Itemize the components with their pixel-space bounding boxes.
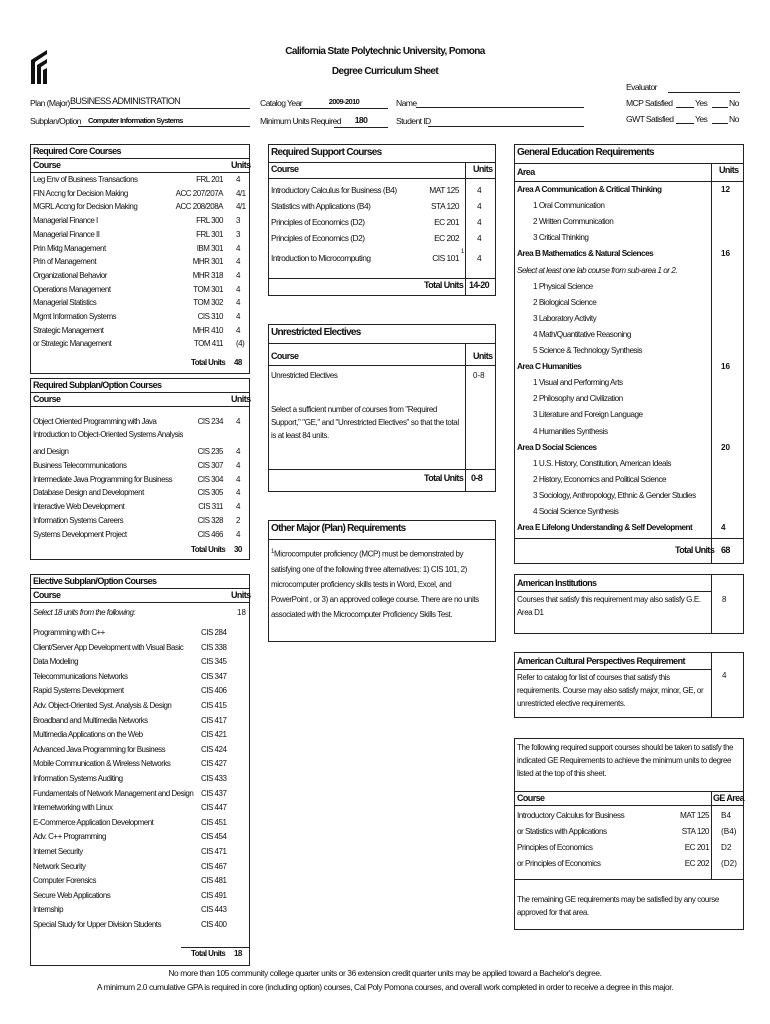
elective-course-code: CIS 415 <box>201 701 227 710</box>
support-ge-course-name: Introductory Calculus for Business <box>517 811 625 820</box>
core-course-code: TOM 302 <box>193 298 223 308</box>
support-ge-course-name: Principles of Economics <box>517 843 593 852</box>
american-cult-text: Refer to catalog for list of courses that satisfy this requirements. Course may also satisfy major, minor, GE, or unrestricted elective requirements. <box>517 673 704 708</box>
unrestricted-row-label: Unrestricted Electives <box>271 371 338 380</box>
mcp-label: MCP Satisfied <box>626 98 673 108</box>
core-course-code: ACC 208/208A <box>175 202 223 212</box>
american-cultural-box <box>514 652 744 718</box>
mcp-no: No <box>729 98 739 108</box>
core-course-code: FRL 201 <box>196 175 223 184</box>
elective-course-name: Client/Server App Development with Visual Basic <box>33 642 184 652</box>
core-total-value: 48 <box>234 358 242 367</box>
student-id-label: Student ID <box>396 116 431 126</box>
subplan-course-name: Object Oriented Programming with Java <box>33 417 157 426</box>
subplan-field[interactable] <box>78 115 250 127</box>
unrestricted-total-label: Total Units <box>424 473 464 483</box>
subplan-course-name: Business Telecommunications <box>33 461 127 470</box>
subplan-course-name: Database Design and Development <box>33 488 144 497</box>
elective-select-note: Select 18 units from the following: <box>33 608 136 617</box>
ge-row-item: 1 Visual and Performing Arts <box>533 378 623 388</box>
subplan-course-name: Intermediate Java Programming for Business <box>33 475 173 484</box>
core-col-course: Course <box>33 160 61 170</box>
american-institutions-box <box>514 574 744 634</box>
subplan-course-units: 2 <box>236 516 240 525</box>
other-requirements-box <box>268 520 496 642</box>
core-course-units: (4) <box>236 339 245 349</box>
subplan-label: Subplan/Option <box>30 116 81 126</box>
support-ge-course-code: EC 202 <box>684 859 709 868</box>
core-course-units: 4 <box>236 243 240 253</box>
core-col-units: Units <box>231 160 251 170</box>
ge-row-area: Area E Lifelong Understanding & Self Development <box>517 523 693 533</box>
core-course-units: 4 <box>236 175 240 184</box>
support-course-code: STA 120 <box>430 201 459 211</box>
footer-line-2: A minimum 2.0 cumulative GPA is required in core (including option) courses, Cal Poly Pomona courses, and overall work completed in order to receive a degree in this major. <box>96 982 674 992</box>
subplan-value: Computer Information Systems <box>88 116 183 125</box>
support-course-name: Principles of Economics (D2) <box>271 217 365 227</box>
gwt-yes-blank[interactable] <box>676 123 694 124</box>
ge-row-item: 1 Oral Communication <box>533 201 605 211</box>
core-course-code: MHR 318 <box>192 270 223 280</box>
gwt-label: GWT Satisfied <box>626 114 674 124</box>
support-ge-course-code: STA 120 <box>681 827 709 836</box>
american-inst-title: American Institutions <box>517 578 597 588</box>
subplan-course-units: 4 <box>236 417 240 426</box>
american-inst-text: Courses that satisfy this requirement may also satisfy G.E. Area D1 <box>517 595 701 617</box>
core-course-units: 3 <box>236 229 240 239</box>
ge-row-item: 4 Humanities Synthesis <box>533 426 608 436</box>
core-course-units: 4 <box>236 298 240 308</box>
core-course-code: IBM 301 <box>196 243 223 253</box>
elective-total-label: Total Units <box>191 949 226 958</box>
subplan-course-name: and Design <box>33 447 69 456</box>
elective-course-name: Programming with C++ <box>33 628 105 637</box>
elective-course-name: Fundamentals of Network Management and Design <box>33 788 194 798</box>
core-courses-box <box>30 144 250 374</box>
core-course-name: MGRL Accng for Decision Making <box>33 202 138 212</box>
subplan-total-value: 30 <box>234 545 242 554</box>
support-ge-col-course: Course <box>517 793 545 803</box>
elective-course-code: CIS 421 <box>201 730 227 740</box>
elective-course-name: Advanced Java Programming for Business <box>33 744 166 754</box>
core-course-name: Operations Management <box>33 284 111 294</box>
sheet-title: Degree Curriculum Sheet <box>331 66 439 77</box>
subplan-course-code: CIS 304 <box>197 475 223 484</box>
support-courses-box <box>268 144 496 296</box>
core-course-name: Organizational Behavior <box>33 270 107 280</box>
ge-box <box>514 144 744 564</box>
ge-row-units: 16 <box>721 362 731 372</box>
elective-select-units: 18 <box>237 608 246 617</box>
elective-course-code: CIS 433 <box>201 774 227 783</box>
footer-line-1: No more than 105 community college quarter units or 36 extension credit quarter units may be applied toward a Bachelor's degree. <box>168 968 602 978</box>
subplan-course-name: Introduction to Object-Oriented Systems Analysis <box>33 430 183 439</box>
elective-course-name: Adv. Object-Oriented Syst. Analysis & Design <box>33 701 172 710</box>
core-course-name: Managerial Statistics <box>33 298 97 308</box>
ge-row-area: Area A Communication & Critical Thinking <box>517 185 662 194</box>
ge-row-item: 1 U.S. History, Constitution, American Ideals <box>533 458 671 468</box>
elective-course-code: CIS 338 <box>201 642 227 652</box>
ge-row-item: 2 Written Communication <box>533 217 614 227</box>
subplan-col-course: Course <box>33 394 61 404</box>
ge-row-item: 3 Sociology, Anthropology, Ethnic & Gender Studies <box>533 490 696 500</box>
support-course-units: 4 <box>477 201 482 211</box>
gwt-no-blank[interactable] <box>712 123 728 124</box>
ge-row-item: 2 Biological Science <box>533 297 597 307</box>
ge-col-units: Units <box>719 165 739 175</box>
subplan-course-units: 4 <box>236 488 240 497</box>
core-course-units: 4 <box>236 284 240 294</box>
support-course-name: Principles of Economics (D2) <box>271 233 365 243</box>
subplan-col-units: Units <box>231 394 251 404</box>
support-ge-area: B4 <box>721 811 732 820</box>
core-course-units: 4 <box>236 257 240 267</box>
support-ge-area: D2 <box>721 843 732 852</box>
elective-course-name: Special Study for Upper Division Students <box>33 920 162 929</box>
catalog-value: 2009-2010 <box>328 97 360 106</box>
ge-row-area: Area C Humanities <box>517 362 582 372</box>
support-col-course: Course <box>271 164 299 174</box>
support-course-units: 4 <box>477 253 482 263</box>
support-col-units: Units <box>473 164 493 174</box>
elective-total-value: 18 <box>234 949 242 958</box>
elective-courses-box <box>30 574 250 966</box>
core-course-name: Prin of Management <box>33 257 97 267</box>
subplan-course-units: 4 <box>236 475 240 484</box>
evaluator-field[interactable] <box>668 92 740 93</box>
other-text-block <box>271 545 483 622</box>
support-ge-course-code: EC 201 <box>684 843 709 852</box>
elective-course-code: CIS 284 <box>201 628 227 637</box>
elective-course-code: CIS 347 <box>201 671 227 681</box>
elective-course-code: CIS 454 <box>201 832 227 842</box>
support-total-label: Total Units <box>424 280 464 290</box>
support-course-units: 4 <box>477 185 482 195</box>
elective-course-name: E-Commerce Application Development <box>33 817 154 827</box>
core-course-units: 4 <box>236 325 240 335</box>
ge-row-item: 3 Laboratory Activity <box>533 313 597 323</box>
core-course-code: TOM 301 <box>193 284 223 294</box>
core-course-units: 4 <box>236 270 240 280</box>
ge-row-item: 3 Literature and Foreign Language <box>533 410 643 420</box>
elective-course-code: CIS 424 <box>201 744 227 754</box>
core-course-name: Managerial Finance II <box>33 229 100 239</box>
elective-course-name: Rapid Systems Development <box>33 686 124 696</box>
core-course-units: 4/1 <box>236 188 246 198</box>
unrestricted-col-units: Units <box>473 351 493 361</box>
elective-course-name: Internetworking with Linux <box>33 803 113 813</box>
ge-row-item: 2 History, Economics and Political Science <box>533 474 667 484</box>
min-units-label: Minimum Units Required <box>260 116 341 126</box>
university-name: California State Polytechnic University, Pomona <box>285 46 485 57</box>
elective-course-code: CIS 467 <box>201 861 227 871</box>
mcp-yes-blank[interactable] <box>676 107 694 108</box>
american-inst-units: 8 <box>722 595 727 604</box>
ge-row-item: 5 Science & Technology Synthesis <box>533 346 643 355</box>
subplan-course-code: CIS 307 <box>197 461 223 470</box>
ge-total-value: 68 <box>721 545 730 555</box>
support-course-code: EC 202 <box>434 233 459 243</box>
elective-col-units: Units <box>231 590 251 600</box>
support-ge-area: (B4) <box>721 827 737 836</box>
core-course-units: 4/1 <box>236 202 246 212</box>
elective-course-name: Internship <box>33 905 64 915</box>
support-ge-remaining: The remaining GE requirements may be satisfied by any course approved for that area. <box>517 895 719 917</box>
core-course-code: FRL 301 <box>196 229 223 239</box>
core-total-label: Total Units <box>191 358 226 367</box>
unrestricted-title: Unrestricted Electives <box>271 327 361 338</box>
support-course-code: MAT 125 <box>429 185 459 195</box>
support-footnote-mark: 1 <box>461 249 465 255</box>
elective-course-code: CIS 443 <box>201 905 227 915</box>
ge-row-note: Select at least one lab course from sub-area 1 or 2. <box>517 265 678 275</box>
ge-row-item: 1 Physical Science <box>533 281 593 291</box>
elective-course-name: Data Modeling <box>33 657 79 667</box>
subplan-courses-box <box>30 378 250 560</box>
american-cult-title: American Cultural Perspectives Requirement <box>517 656 685 666</box>
subplan-title: Required Subplan/Option Courses <box>33 380 162 390</box>
core-course-code: FRL 300 <box>196 216 223 226</box>
subplan-course-name: Systems Development Project <box>33 530 127 539</box>
catalog-field[interactable] <box>300 96 388 109</box>
support-course-name: Statistics with Applications (B4) <box>271 201 371 211</box>
elective-course-name: Network Security <box>33 861 86 871</box>
ge-row-units: 20 <box>721 442 731 452</box>
unrestricted-total-value: 0-8 <box>471 473 483 483</box>
subplan-course-units: 4 <box>236 461 240 470</box>
subplan-course-code: CIS 235 <box>197 447 223 456</box>
elective-course-code: CIS 447 <box>201 803 227 813</box>
core-course-units: 3 <box>236 216 240 226</box>
ge-row-item: 3 Critical Thinking <box>533 233 589 243</box>
ge-total-label: Total Units <box>675 545 715 555</box>
elective-course-name: Adv. C++ Programming <box>33 832 106 842</box>
subplan-course-code: CIS 234 <box>197 417 223 426</box>
subplan-course-name: Interactive Web Development <box>33 502 125 511</box>
min-units-field[interactable] <box>334 115 388 128</box>
ge-row-item: 4 Math/Quantitative Reasoning <box>533 329 631 339</box>
elective-course-code: CIS 451 <box>201 817 227 827</box>
student-id-field[interactable] <box>428 126 584 127</box>
core-course-name: FIN Accng for Decision Making <box>33 188 128 198</box>
core-title: Required Core Courses <box>33 146 121 156</box>
support-ge-box <box>514 738 744 930</box>
elective-course-code: CIS 481 <box>201 876 227 886</box>
unrestricted-note: Select a sufficient number of courses from "Required Support," "GE," and "Unrestricted Electives" so that the total is at least 84 units. <box>271 405 459 440</box>
american-cult-units: 4 <box>722 671 727 680</box>
subplan-course-units: 4 <box>236 502 240 511</box>
core-course-code: MHR 301 <box>192 257 223 267</box>
ge-row-item: 2 Philosophy and Civilization <box>533 394 623 404</box>
subplan-course-code: CIS 328 <box>197 516 223 525</box>
core-course-name: Leg Env of Business Transactions <box>33 175 138 184</box>
elective-course-code: CIS 471 <box>201 847 227 856</box>
gwt-no: No <box>729 114 739 124</box>
core-course-code: CIS 310 <box>197 312 223 321</box>
support-course-units: 4 <box>477 233 482 243</box>
elective-course-code: CIS 345 <box>201 657 227 667</box>
other-footnote-mark: 1 <box>271 549 274 555</box>
elective-course-name: Computer Forensics <box>33 876 97 886</box>
support-ge-col-ge: GE Area <box>713 793 744 803</box>
subplan-course-units: 4 <box>236 530 240 539</box>
elective-course-name: Information Systems Auditing <box>33 774 123 783</box>
elective-col-course: Course <box>33 590 61 600</box>
elective-title: Elective Subplan/Option Courses <box>33 576 157 586</box>
ge-col-area: Area <box>517 167 535 177</box>
ge-row-area: Area D Social Sciences <box>517 442 597 452</box>
elective-course-code: CIS 437 <box>201 788 227 798</box>
plan-label: Plan (Major) <box>30 98 70 108</box>
support-ge-course-name: or Statistics with Applications <box>517 827 607 836</box>
gwt-yes: Yes <box>695 114 708 124</box>
plan-field[interactable] <box>70 96 250 109</box>
evaluator-label: Evaluator <box>626 82 657 92</box>
subplan-course-code: CIS 305 <box>197 488 223 497</box>
ge-row-units: 4 <box>721 523 726 533</box>
elective-course-name: Multimedia Applications on the Web <box>33 730 143 740</box>
elective-course-code: CIS 406 <box>201 686 227 696</box>
subplan-course-code: CIS 311 <box>198 502 223 511</box>
catalog-label: Catalog Year <box>260 98 303 108</box>
support-title: Required Support Courses <box>271 147 382 158</box>
support-ge-intro: The following required support courses should be taken to satisfy the indicated GE Requirements to achieve the minimum units to degree listed at the top of this sheet. <box>517 743 734 778</box>
support-course-name: Introductory Calculus for Business (B4) <box>271 185 397 195</box>
other-text: Microcomputer proficiency (MCP) must be demonstrated by satisfying one of the following three alternatives: 1) CIS 101, 2) microcomputer proficiency skills tests in Word, Excel, and PowerPoint , or 3) an approved college course. There are no units associated with the Microcomputer Proficiency Skills Test. <box>271 549 479 619</box>
unrestricted-col-course: Course <box>271 351 299 361</box>
core-course-code: TOM 411 <box>193 339 223 349</box>
support-course-code: EC 201 <box>434 217 459 227</box>
elective-course-code: CIS 417 <box>201 715 227 725</box>
core-course-code: ACC 207/207A <box>175 188 223 198</box>
ge-row-item: 4 Social Science Synthesis <box>533 507 619 516</box>
core-course-code: MHR 410 <box>192 325 223 335</box>
support-ge-course-name: or Principles of Economics <box>517 859 601 868</box>
support-course-units: 4 <box>477 217 482 227</box>
support-ge-area: (D2) <box>721 859 737 868</box>
mcp-yes: Yes <box>695 98 708 108</box>
name-field[interactable] <box>416 107 584 108</box>
elective-course-name: Mobile Communication & Wireless Networks <box>33 759 171 769</box>
support-course-code: CIS 101 <box>432 253 459 263</box>
elective-course-code: CIS 427 <box>201 759 227 769</box>
mcp-no-blank[interactable] <box>712 107 728 108</box>
ge-row-units: 16 <box>721 249 731 259</box>
core-course-units: 4 <box>236 312 240 321</box>
support-course-name: Introduction to Microcomputing <box>271 253 371 263</box>
support-ge-course-code: MAT 125 <box>680 811 709 820</box>
core-course-name: Managerial Finance I <box>33 216 98 226</box>
unrestricted-row-units: 0-8 <box>473 371 485 380</box>
subplan-course-code: CIS 466 <box>197 530 223 539</box>
subplan-course-units: 4 <box>236 447 240 456</box>
core-course-name: Strategic Management <box>33 325 104 335</box>
other-title: Other Major (Plan) Requirements <box>271 523 406 534</box>
elective-course-name: Internet Security <box>33 847 83 856</box>
subplan-total-label: Total Units <box>191 545 226 554</box>
core-course-name: or Strategic Management <box>33 339 112 349</box>
subplan-course-name: Information Systems Careers <box>33 516 124 525</box>
elective-course-code: CIS 491 <box>201 890 227 900</box>
unrestricted-box <box>268 324 496 492</box>
core-course-name: Mgmt Information Systems <box>33 312 117 321</box>
elective-course-code: CIS 400 <box>201 920 227 929</box>
ge-row-units: 12 <box>721 185 731 194</box>
plan-value: BUSINESS ADMINISTRATION <box>70 96 181 106</box>
elective-course-name: Telecommunications Networks <box>33 671 128 681</box>
ge-row-area: Area B Mathematics & Natural Sciences <box>517 249 654 259</box>
elective-course-name: Broadband and Multimedia Networks <box>33 715 148 725</box>
name-label: Name <box>396 98 417 108</box>
core-course-name: Prin Mktg Management <box>33 243 106 253</box>
ge-title: General Education Requirements <box>517 147 654 158</box>
min-units-value: 180 <box>354 115 368 125</box>
elective-course-name: Secure Web Applications <box>33 890 111 900</box>
support-total-value: 14-20 <box>469 280 490 290</box>
